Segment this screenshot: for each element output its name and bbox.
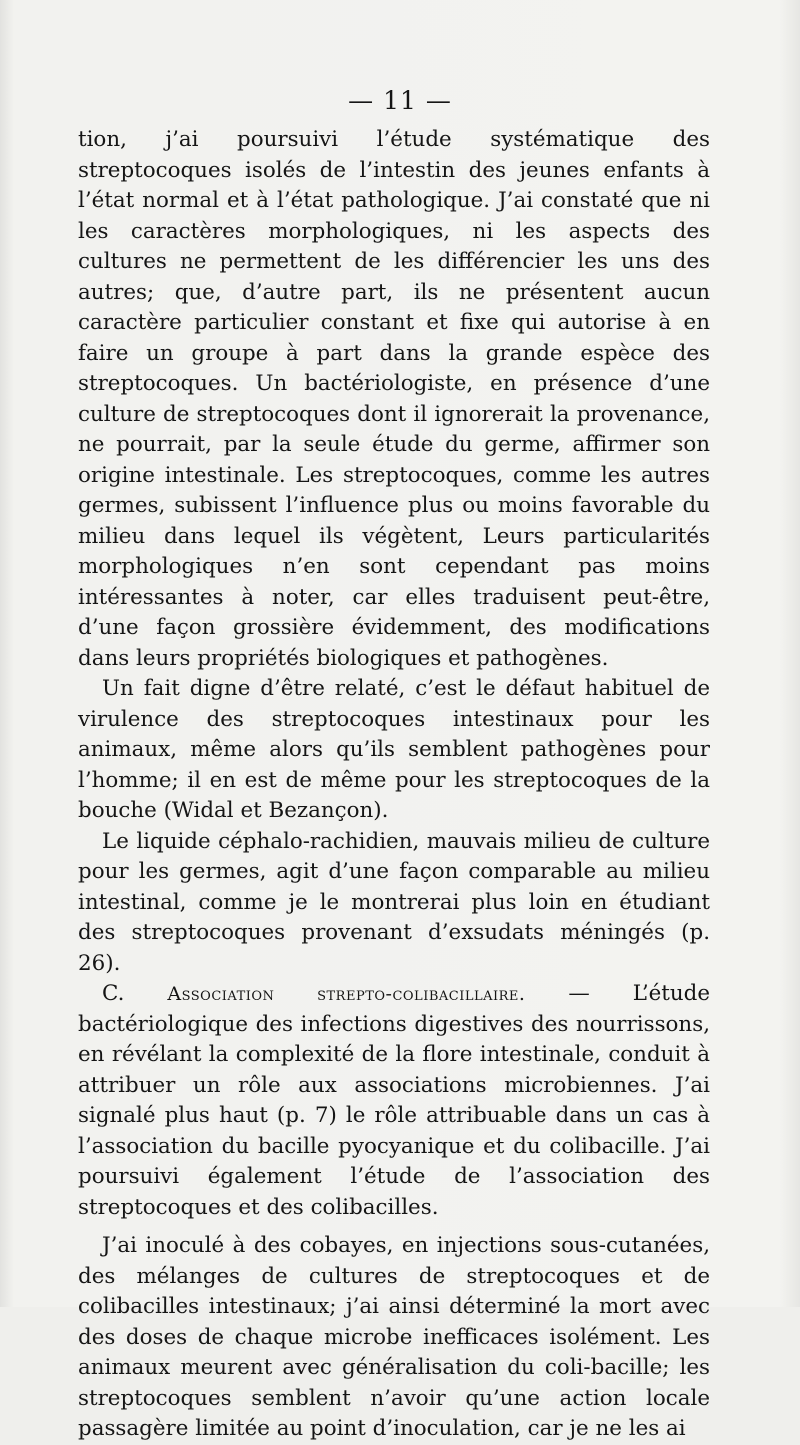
paragraph-2: Un fait digne d’être relaté, c’est le défaut habituel de virulence des streptocoques intestinaux pour les animaux, même alors qu’ils semblent pathogènes pour l’homme; il en est de même pour les streptocoques de la bouche (Widal et Bezançon).	[78, 676, 710, 823]
paragraph-5: J’ai inoculé à des cobayes, en injections sous-cutanées, des mélanges de cultures de streptocoques et de colibacilles intestinaux; j’ai ainsi déterminé la mort avec des doses de chaque microbe inefficaces isolément. Les animaux meurent avec généralisation du coli-bacille; les streptocoques semblent n’avoir qu’une action locale passagère limitée au point d’inoculation, car je ne les ai	[78, 1233, 710, 1441]
paragraph-4	[78, 979, 710, 1223]
body-text	[78, 125, 710, 1445]
section-heading: Association strepto-colibacillaire.	[167, 983, 526, 1005]
page-number: — 11 —	[348, 86, 452, 115]
paragraph-1: tion, j’ai poursuivi l’étude systématique des streptocoques isolés de l’intestin des jeunes enfants à l’état normal et à l’état pathologique. J’ai constaté que ni les caractères morphologiques, ni les aspects des cultures ne permettent de les différencier les uns des autres; que, d’autre part, ils ne présentent aucun caractère particulier constant et fixe qui autorise à en faire un groupe à part dans la grande espèce des streptocoques. Un bactériologiste, en présence d’une culture de streptocoques dont il ignorerait la provenance, ne pourrait, par la seule étude du germe, affirmer son origine intestinale. Les streptocoques, comme les autres germes, subissent l’influence plus ou moins favorable du milieu dans lequel ils végètent, Leurs particularités morphologiques n’en sont cependant pas moins intéressantes à noter, car elles traduisent peut-être, d’une façon grossière évidemment, des modifications dans leurs propriétés biologiques et pathogènes.	[78, 127, 710, 671]
section-letter: C.	[102, 981, 125, 1006]
paragraph-3: Le liquide céphalo-rachidien, mauvais milieu de culture pour les germes, agit d’une façon comparable au milieu intestinal, comme je le montrerai plus loin en étudiant des streptocoques provenant d’exsudats méningés (p. 26).	[78, 828, 710, 976]
section-text: — L’étude bactériologique des infections digestives des nourrissons, en révélant la complexité de la flore intestinale, conduit à attribuer un rôle aux associations microbiennes. J’ai signalé plus haut (p. 7) le rôle attribuable dans un cas à l’association du bacille pyocyanique et du colibacille. J’ai poursuivi également l’étude de l’association des streptocoques et des colibacilles.	[78, 981, 711, 1220]
